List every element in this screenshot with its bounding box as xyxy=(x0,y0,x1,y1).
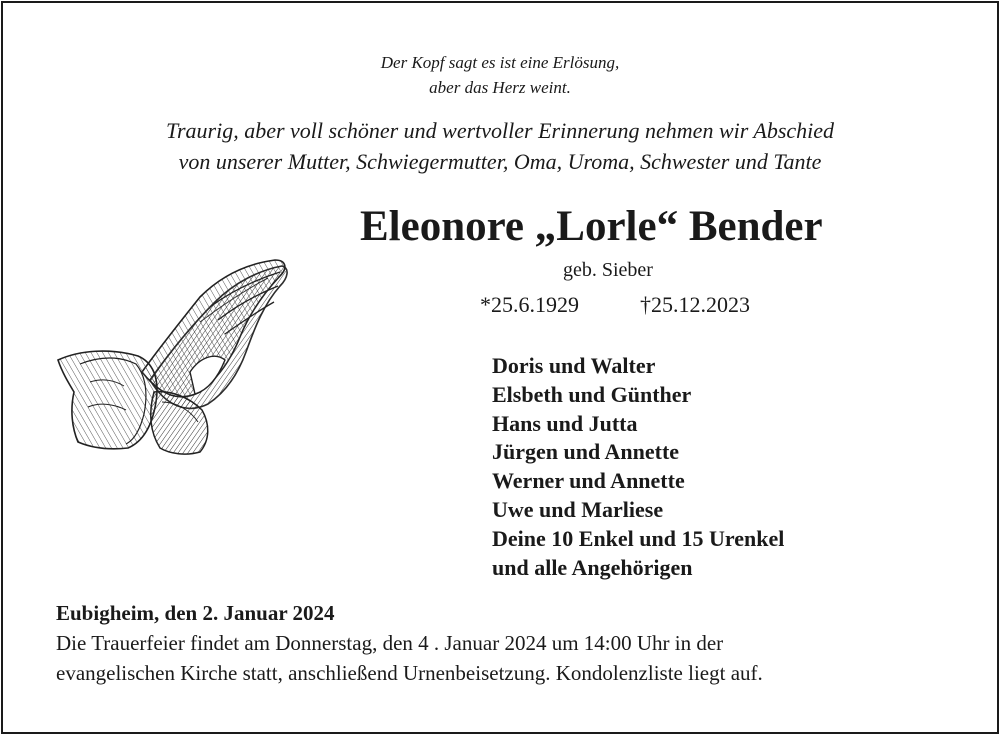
death-date: †25.12.2023 xyxy=(640,292,750,317)
motto-line: Der Kopf sagt es ist eine Erlösung, xyxy=(380,53,620,72)
mourner-entry: und alle Angehörigen xyxy=(492,554,693,580)
funeral-info-line: Die Trauerfeier findet am Donnerstag, den 4 . Januar 2024 um 14:00 Uhr in der xyxy=(56,631,724,655)
funeral-info-line: evangelischen Kirche statt, anschließend Urnenbeisetzung. Kondolenzliste liegt auf. xyxy=(56,661,763,685)
praying-hands-icon xyxy=(50,252,295,462)
mourner-entry: Werner und Annette xyxy=(492,468,685,494)
motto-line: aber das Herz weint. xyxy=(429,78,571,97)
intro-line: Traurig, aber voll schöner und wertvoller Erinnerung nehmen wir Abschied xyxy=(165,118,835,143)
maiden-name: geb. Sieber xyxy=(563,259,653,281)
intro-line: von unserer Mutter, Schwiegermutter, Oma, Uroma, Schwester und Tante xyxy=(178,149,822,174)
mourner-entry: Deine 10 Enkel und 15 Urenkel xyxy=(492,525,785,551)
mourner-entry: Doris und Walter xyxy=(492,353,656,378)
mourner-entry: Uwe und Marliese xyxy=(492,496,664,522)
birth-date: *25.6.1929 xyxy=(480,292,579,317)
intro-text xyxy=(0,115,1000,177)
funeral-info xyxy=(56,628,956,688)
motto xyxy=(0,50,1000,100)
mourner-entry: Jürgen und Annette xyxy=(492,439,680,465)
place-and-date: Eubigheim, den 2. Januar 2024 xyxy=(56,601,335,625)
mourner-entry: Hans und Jutta xyxy=(492,410,638,436)
mourners-list xyxy=(492,352,784,582)
mourner-entry: Elsbeth und Günther xyxy=(492,381,692,407)
deceased-name: Eleonore „Lorle“ Bender xyxy=(360,203,823,250)
